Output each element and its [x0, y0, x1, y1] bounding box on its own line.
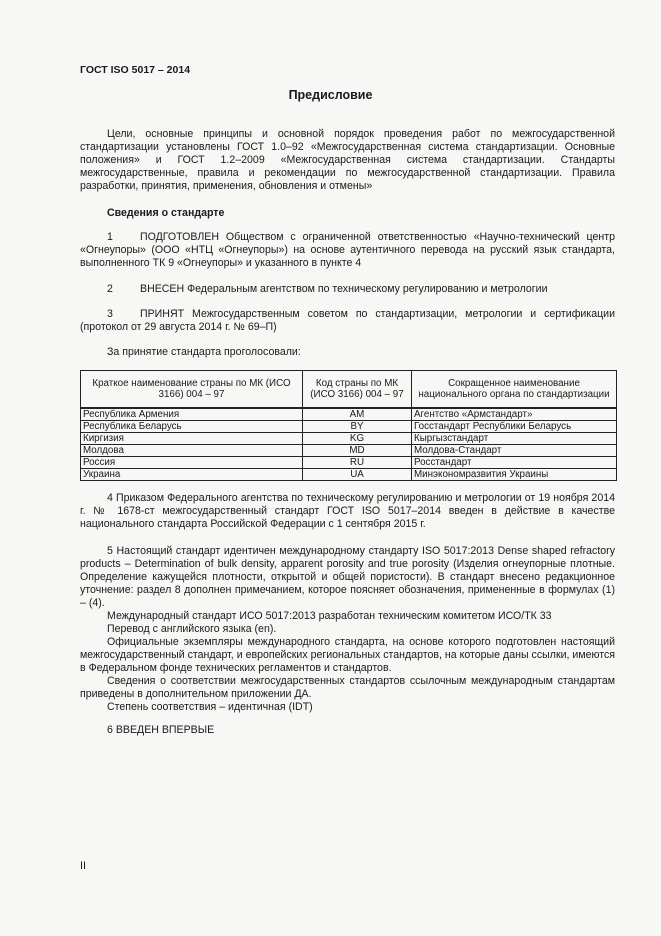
item-5-paragraph-3: Перевод с английского языка (en).: [107, 623, 277, 635]
table-header-row: [81, 371, 617, 409]
table-cell-body: Молдова-Стандарт: [412, 445, 617, 457]
table-cell-body: Кыргызстандарт: [412, 433, 617, 445]
intro-paragraph: [80, 128, 615, 193]
item-2: [80, 283, 615, 296]
table-cell-body: Агентство «Армстандарт»: [412, 408, 617, 421]
table-header-code: Код страны по МК (ИСО 3166) 004 – 97: [303, 371, 412, 409]
item-4: [80, 492, 615, 531]
table-cell-code: MD: [303, 445, 412, 457]
item-3-text: ПРИНЯТ Межгосударственным советом по стандартизации, метрологии и сертификации (протокол от 29 августа 2014 г. № 69–П): [80, 308, 615, 333]
table-cell-code: AM: [303, 408, 412, 421]
item-4-text: 4 Приказом Федерального агентства по техническому регулированию и метрологии от 19 ноября 2014 г. № 1678-ст межгосударственный стандарт ГОСТ ISO 5017–2014 введен в действие в качестве национального стандарта Российской Федерации с 1 сентября 2015 г.: [80, 492, 615, 530]
item-1-number: 1: [107, 231, 113, 243]
table-cell-code: RU: [303, 457, 412, 469]
voting-table: [80, 370, 617, 481]
item-5: [80, 545, 615, 714]
item-2-text: ВНЕСЕН Федеральным агентством по техническому регулированию и метрологии: [140, 283, 548, 295]
section-heading: Сведения о стандарте: [107, 207, 225, 219]
table-row: [81, 445, 617, 457]
table-cell-code: UA: [303, 469, 412, 481]
table-row: [81, 408, 617, 421]
table-cell-code: KG: [303, 433, 412, 445]
item-2-number: 2: [107, 283, 113, 295]
table-cell-country: Киргизия: [81, 433, 303, 445]
item-3: [80, 308, 615, 334]
table-cell-body: Минэкономразвития Украины: [412, 469, 617, 481]
table-cell-code: BY: [303, 421, 412, 433]
item-1: [80, 231, 615, 270]
table-row: [81, 421, 617, 433]
table-cell-body: Госстандарт Республики Беларусь: [412, 421, 617, 433]
item-5-paragraph-1: 5 Настоящий стандарт идентичен международному стандарту ISO 5017:2013 Dense shaped refractory products – Determination of bulk density, apparent porosity and true porosity (Изделия огнеупорные плотные. Определение кажущейся плотности, открытой и общей пористости). В стандарт внесено редакционное уточнение: раздел 8 дополнен примечанием, которое поясняет обозначения, примененные в формулах (1) – (4).: [80, 545, 615, 609]
table-cell-country: Украина: [81, 469, 303, 481]
page-title: Предисловие: [288, 88, 373, 102]
item-5-paragraph-4: Официальные экземпляры международного стандарта, на основе которого подготовлен настоящий межгосударственный стандарт, и европейских региональных стандартов, на которые даны ссылки, имеются в Федеральном фонде технических регламентов и стандартов.: [80, 636, 615, 674]
intro-text: Цели, основные принципы и основной порядок проведения работ по межгосударственной стандартизации установлены ГОСТ 1.0–92 «Межгосударственная система стандартизации. Основные положения» и ГОСТ 1.2–2009 «Межгосударственная система стандартизации. Стандарты межгосударственные, правила и рекомендации по межгосударственной стандартизации. Правила разработки, принятия, применения, обновления и отмены»: [80, 128, 615, 192]
standard-code-header: ГОСТ ISO 5017 – 2014: [80, 64, 191, 76]
item-5-paragraph-6: Степень соответствия – идентичная (IDT): [107, 701, 313, 713]
table-header-body: Сокращенное наименование национального органа по стандартизации: [412, 371, 617, 409]
item-5-paragraph-2: Международный стандарт ИСО 5017:2013 разработан техническим комитетом ИСО/ТК 33: [107, 610, 552, 622]
table-cell-country: Республика Беларусь: [81, 421, 303, 433]
item-6: [80, 724, 615, 737]
table-cell-country: Республика Армения: [81, 408, 303, 421]
page-number: II: [80, 860, 87, 872]
table-cell-country: Молдова: [81, 445, 303, 457]
voted-caption: За принятие стандарта проголосовали:: [107, 346, 301, 358]
table-row: [81, 469, 617, 481]
table-row: [81, 457, 617, 469]
item-5-paragraph-5: Сведения о соответствии межгосударственных стандартов ссылочным международным стандартам приведены в дополнительном приложении ДА.: [80, 675, 615, 700]
item-6-text: 6 ВВЕДЕН ВПЕРВЫЕ: [107, 724, 215, 736]
table-cell-body: Росстандарт: [412, 457, 617, 469]
table-cell-country: Россия: [81, 457, 303, 469]
table-row: [81, 433, 617, 445]
item-1-text: ПОДГОТОВЛЕН Обществом с ограниченной ответственностью «Научно-технический центр «Огнеупоры» (ООО «НТЦ «Огнеупоры») на основе аутентичного перевода на русский язык стандарта, выполненного ТК 9 «Огнеупоры» и указанного в пункте 4: [80, 231, 615, 269]
item-3-number: 3: [107, 308, 113, 320]
table-header-country: Краткое наименование страны по МК (ИСО 3166) 004 – 97: [81, 371, 303, 409]
